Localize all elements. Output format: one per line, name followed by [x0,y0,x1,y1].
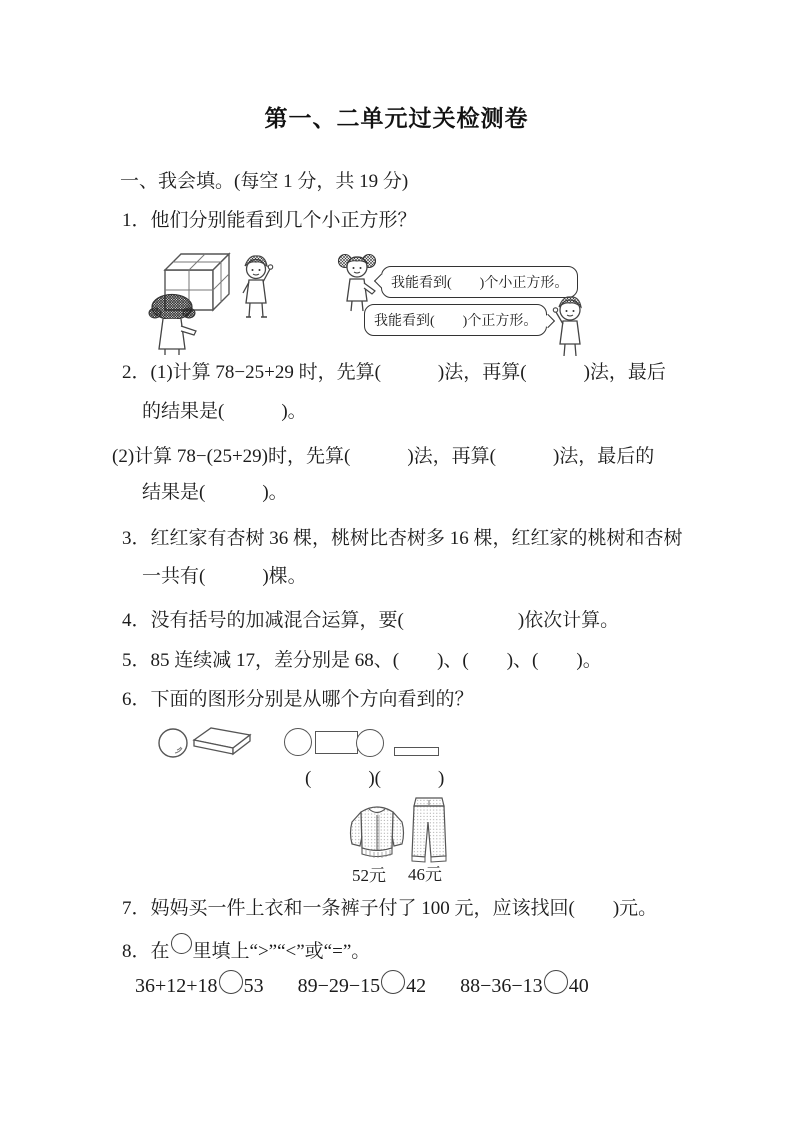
ball-illustration [157,727,189,759]
question-2-line1: 2．(1)计算 78−25+29 时，先算( )法，再算( )法，最后 [122,362,666,383]
question-6-answer-blanks: ( )( ) [305,768,445,789]
question-2-line3: (2)计算 78−(25+29)时，先算( )法，再算( )法，最后的 [112,446,655,467]
expression-left: 88−36−13 [460,975,543,997]
expression-item [298,970,427,998]
jacket-price-label: 52元 [352,866,386,885]
question-2-line2: 的结果是( )。 [142,401,307,422]
view-thin-rectangle [394,747,439,756]
pants-illustration [410,796,448,866]
question-8-expressions [135,970,589,998]
question-4-text: 4．没有括号的加减混合运算，要( )依次计算。 [122,610,620,631]
pants-price-label: 46元 [408,865,442,884]
section-heading: 一、我会填。(每空 1 分，共 19 分) [120,171,409,192]
comparison-circle-icon [381,970,405,994]
question-3-line1: 3．红红家有杏树 36 棵，桃树比杏树多 16 棵，红红家的桃树和杏树 [122,528,683,549]
page-title: 第一、二单元过关检测卷 [264,105,529,131]
view-circle-2 [356,729,384,757]
expression-right: 40 [568,975,589,997]
boy-figure-left [236,251,278,323]
question-8-text [122,933,370,964]
expression-item [460,970,589,998]
question-3-line2: 一共有( )棵。 [142,566,307,587]
expression-right: 42 [406,975,427,997]
question-1-text: 1．他们分别能看到几个小正方形？ [122,210,417,231]
speech-bubble-girl-text: 我能看到( )个小正方形。 [391,276,569,291]
question-6-text: 6．下面的图形分别是从哪个方向看到的？ [122,689,474,710]
expression-left: 89−29−15 [297,975,381,997]
boy-figure-speaking [548,294,592,360]
speech-bubble-boy [364,304,547,336]
question-2-line4: 结果是( )。 [142,482,288,503]
question-5-text: 5．85 连续减 17，差分别是 68、( )、( )、( )。 [122,650,602,671]
fill-circle-icon [171,933,192,954]
question-8-prefix: 8．在 [122,941,170,962]
comparison-circle-icon [219,970,243,994]
expression-item [135,970,264,998]
view-circle-1 [284,728,312,756]
jacket-illustration [348,800,406,862]
girl-figure-back [148,293,204,357]
speech-bubble-boy-text: 我能看到( )个正方形。 [374,314,538,329]
expression-left: 36+12+18 [135,975,218,997]
expression-right: 53 [243,975,264,997]
view-rectangle [315,731,358,754]
flat-box-illustration [192,724,252,758]
question-7-text: 7．妈妈买一件上衣和一条裤子付了 100 元，应该找回( )元。 [122,898,658,919]
question-8-suffix: 里填上“>”“<”或“=”。 [192,941,371,962]
comparison-circle-icon [544,970,568,994]
